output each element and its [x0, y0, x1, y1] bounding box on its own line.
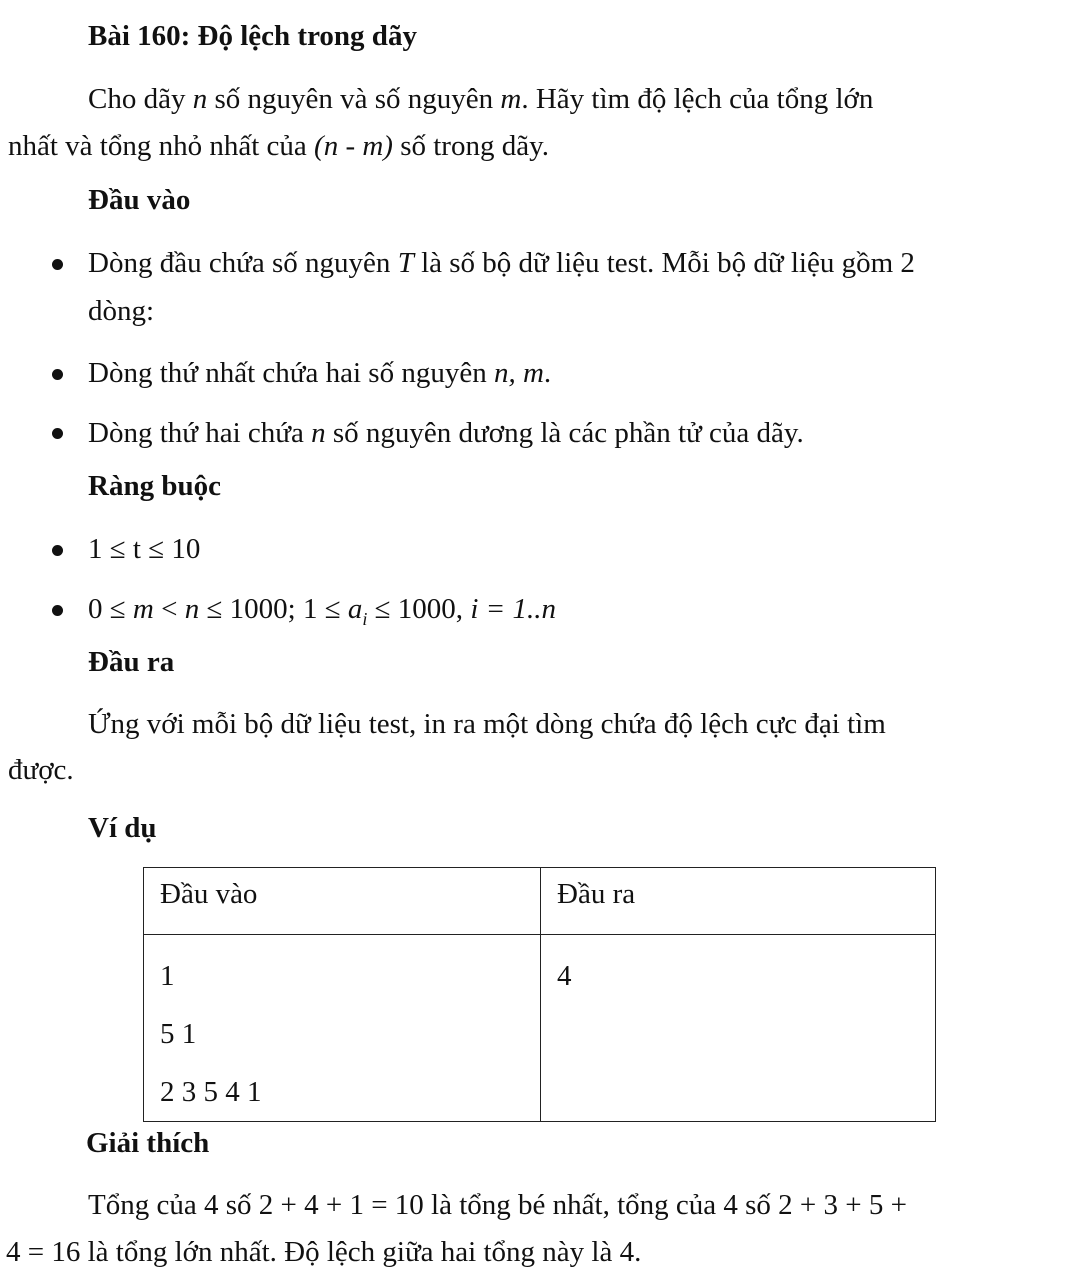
expr-n-minus-m: (n - m) [314, 130, 393, 162]
var-m: m [132, 593, 154, 625]
table-cell-input [144, 935, 541, 1122]
constraint-2 [88, 586, 556, 642]
input-bullet-3 [88, 410, 804, 456]
constraint-text: ≤ 1000, [367, 593, 471, 625]
bullet-icon [52, 428, 63, 439]
constraints-heading: Ràng buộc [88, 470, 221, 502]
input-line: 1 [160, 960, 175, 992]
var-m: m [500, 83, 522, 115]
output-line: 4 [557, 960, 572, 992]
bullet-icon [52, 259, 63, 270]
bullet-text: Dòng đầu chứa số nguyên [88, 247, 398, 279]
intro-text: số trong dãy. [392, 130, 549, 162]
page-title: Bài 160: Độ lệch trong dãy [88, 20, 417, 52]
table-header-output [541, 868, 936, 935]
constraint-text: ≤ 1000; 1 ≤ [199, 593, 348, 625]
input-line: 2 3 5 4 1 [160, 1076, 262, 1108]
input-bullet-2 [88, 350, 551, 396]
intro-line-1 [88, 76, 873, 122]
var-n: n [184, 593, 200, 625]
intro-text: Cho dãy [88, 83, 193, 115]
intro-text: . Hãy tìm độ lệch của tổng lớn [521, 83, 874, 115]
range-i: i = 1..n [470, 593, 556, 625]
constraint-text: 0 ≤ [88, 593, 133, 625]
bullet-icon [52, 545, 63, 556]
bullet-text: Dòng thứ hai chứa [88, 417, 312, 449]
output-line-1: Ứng với mỗi bộ dữ liệu test, in ra một dòng chứa độ lệch cực đại tìm [88, 708, 886, 740]
header-label: Đầu vào [160, 878, 258, 910]
header-label: Đầu ra [557, 878, 636, 910]
bullet-text: Dòng thứ nhất chứa hai số nguyên [88, 357, 494, 389]
bullet-icon [52, 369, 63, 380]
bullet-text: là số bộ dữ liệu test. Mỗi bộ dữ liệu gồm 2 [413, 247, 915, 279]
constraint-text: < [153, 593, 185, 625]
table-header-input [144, 868, 541, 935]
table-cell-output [541, 935, 936, 1122]
explanation-line-2: 4 = 16 là tổng lớn nhất. Độ lệch giữa hai tổng này là 4. [6, 1236, 642, 1268]
intro-text: số nguyên và số nguyên [207, 83, 501, 115]
var-a: a [347, 593, 363, 625]
bullet-text: số nguyên dương là các phần tử của dãy. [325, 417, 804, 449]
output-heading: Đầu ra [88, 646, 175, 678]
input-bullet-1-cont: dòng: [88, 295, 155, 327]
input-bullet-1 [88, 240, 915, 286]
example-heading: Ví dụ [88, 812, 157, 844]
vars-n-m: n, m [493, 357, 544, 389]
output-line-2: được. [8, 754, 74, 786]
input-heading: Đầu vào [88, 184, 191, 216]
example-table [143, 867, 936, 1122]
explanation-line-1: Tổng của 4 số 2 + 4 + 1 = 10 là tổng bé nhất, tổng của 4 số 2 + 3 + 5 + [88, 1189, 907, 1221]
bullet-icon [52, 605, 63, 616]
var-T: T [397, 247, 414, 279]
bullet-text: . [543, 357, 552, 389]
input-line: 5 1 [160, 1018, 197, 1050]
constraint-1: 1 ≤ t ≤ 10 [88, 533, 201, 565]
var-subscript-i: i [362, 608, 368, 629]
intro-text: nhất và tổng nhỏ nhất của [8, 130, 315, 162]
intro-line-2 [8, 123, 549, 169]
var-n: n [192, 83, 208, 115]
explanation-heading: Giải thích [86, 1127, 210, 1159]
var-n: n [311, 417, 326, 449]
